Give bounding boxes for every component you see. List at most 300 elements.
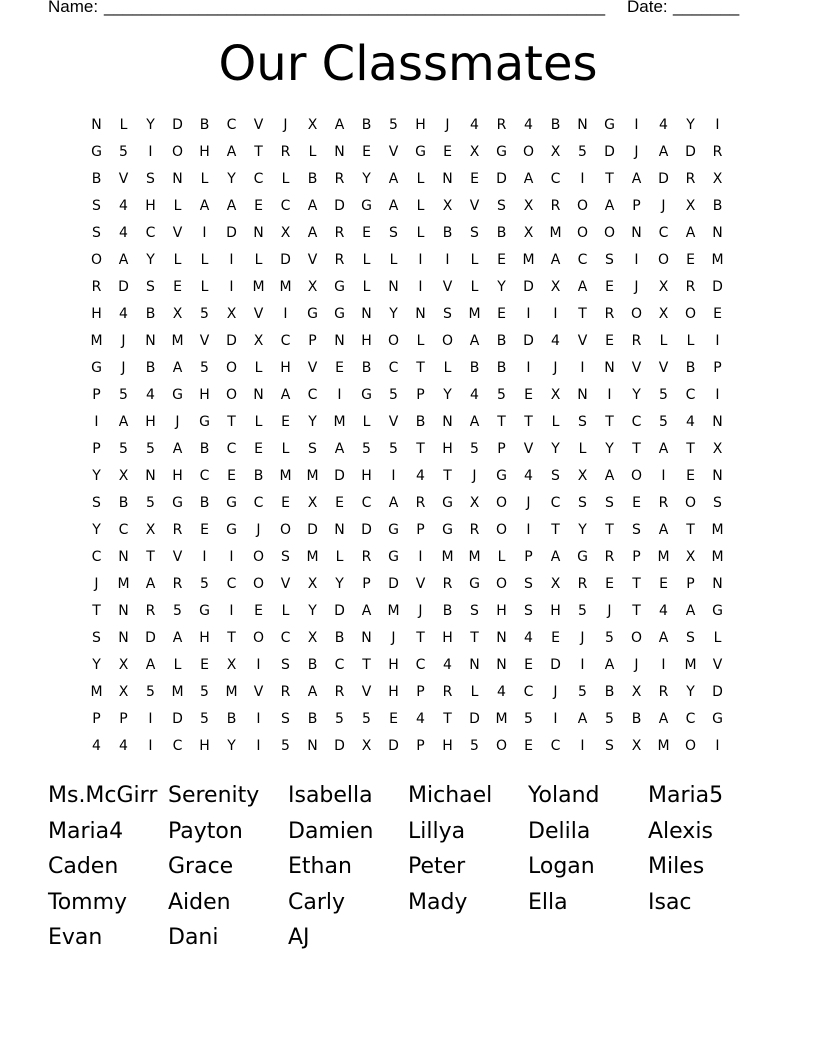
grid-letter: T (416, 441, 425, 457)
grid-letter: G (91, 144, 102, 160)
grid-letter: E (254, 441, 263, 457)
grid-letter: B (604, 684, 615, 700)
grid-letter: 4 (497, 684, 506, 700)
grid-letter: 5 (146, 495, 155, 511)
grid-letter: D (361, 522, 372, 538)
grid-letter: D (172, 117, 183, 133)
grid-letter: E (686, 468, 695, 484)
grid-letter: X (685, 198, 696, 214)
grid-letter: L (362, 252, 371, 268)
grid-letter: C (550, 171, 561, 187)
grid-letter: L (254, 252, 263, 268)
grid-letter: I (580, 657, 585, 673)
grid-letter: I (256, 657, 261, 673)
grid-letter: M (549, 225, 562, 241)
grid-letter: V (172, 549, 183, 565)
grid-letter: G (226, 522, 237, 538)
grid-letter: R (712, 144, 723, 160)
grid-letter: 4 (524, 117, 533, 133)
grid-letter: I (229, 252, 234, 268)
grid-letter: L (362, 414, 371, 430)
grid-letter: M (711, 252, 724, 268)
grid-letter: E (524, 387, 533, 403)
grid-letter: A (658, 711, 669, 727)
grid-letter: 5 (200, 306, 209, 322)
grid-letter: D (334, 198, 345, 214)
grid-letter: V (415, 576, 426, 592)
word-list-item: Grace (168, 854, 234, 880)
grid-row (83, 247, 733, 274)
grid-row (83, 409, 733, 436)
grid-letter: 5 (146, 684, 155, 700)
grid-letter: E (470, 171, 479, 187)
word-list-item: Michael (408, 783, 493, 808)
grid-letter: N (334, 333, 345, 349)
grid-letter: D (280, 252, 291, 268)
grid-letter: E (524, 657, 533, 673)
word-list-item: Payton (168, 818, 243, 844)
grid-letter: 4 (470, 387, 479, 403)
grid-letter: T (686, 441, 695, 457)
grid-letter: H (280, 360, 291, 376)
grid-letter: C (631, 414, 642, 430)
grid-letter: T (605, 522, 614, 538)
grid-letter: O (657, 252, 670, 268)
grid-letter: E (200, 657, 209, 673)
grid-letter: C (577, 252, 588, 268)
grid-letter: S (713, 495, 722, 511)
grid-letter: A (226, 144, 237, 160)
grid-letter: C (685, 387, 696, 403)
grid-letter: R (604, 549, 615, 565)
grid-letter: 4 (92, 738, 101, 754)
grid-letter: T (632, 603, 641, 619)
grid-letter: M (684, 657, 697, 673)
grid-letter: E (200, 522, 209, 538)
grid-letter: X (145, 522, 156, 538)
grid-letter: V (388, 414, 399, 430)
word-list-item: Ethan (288, 854, 352, 880)
grid-letter: T (632, 441, 641, 457)
grid-letter: G (199, 414, 210, 430)
grid-letter: J (661, 198, 666, 214)
grid-letter: S (92, 495, 101, 511)
grid-letter: O (576, 198, 589, 214)
grid-letter: 5 (362, 711, 371, 727)
grid-letter: R (334, 252, 345, 268)
grid-letter: P (416, 738, 425, 754)
grid-letter: O (90, 252, 103, 268)
grid-letter: G (307, 306, 318, 322)
grid-letter: 4 (119, 738, 128, 754)
grid-letter: Y (92, 657, 101, 673)
grid-letter: D (334, 738, 345, 754)
grid-letter: C (685, 711, 696, 727)
grid-letter: X (685, 549, 696, 565)
grid-letter: L (578, 441, 587, 457)
grid-letter: I (391, 468, 396, 484)
grid-letter: S (470, 603, 479, 619)
word-list-item: Evan (48, 925, 103, 951)
grid-letter: N (118, 603, 129, 619)
grid-letter: I (229, 603, 234, 619)
grid-letter: A (604, 468, 615, 484)
grid-letter: 5 (119, 441, 128, 457)
grid-letter: L (443, 360, 452, 376)
grid-letter: R (334, 171, 345, 187)
grid-letter: L (686, 333, 695, 349)
grid-row (83, 355, 733, 382)
grid-letter: D (307, 522, 318, 538)
grid-letter: S (605, 495, 614, 511)
grid-letter: O (603, 225, 616, 241)
grid-letter: N (361, 630, 372, 646)
grid-letter: X (523, 225, 534, 241)
grid-letter: N (415, 306, 426, 322)
word-list-item: Maria5 (648, 783, 724, 808)
grid-letter: L (416, 225, 425, 241)
grid-letter: C (118, 522, 129, 538)
grid-letter: 4 (416, 711, 425, 727)
grid-letter: J (175, 414, 180, 430)
grid-letter: 5 (389, 117, 398, 133)
grid-letter: G (361, 387, 372, 403)
grid-letter: C (280, 630, 291, 646)
grid-letter: X (577, 468, 588, 484)
grid-letter: A (307, 198, 318, 214)
grid-letter: O (441, 333, 454, 349)
grid-letter: O (225, 387, 238, 403)
grid-letter: 5 (146, 441, 155, 457)
grid-letter: T (92, 603, 101, 619)
grid-letter: X (523, 198, 534, 214)
grid-letter: E (497, 306, 506, 322)
grid-letter: X (118, 684, 129, 700)
grid-letter: I (229, 279, 234, 295)
grid-letter: Y (497, 279, 506, 295)
grid-letter: N (442, 171, 453, 187)
grid-letter: O (684, 306, 697, 322)
grid-letter: V (658, 360, 669, 376)
grid-letter: E (254, 198, 263, 214)
grid-letter: S (578, 495, 587, 511)
grid-letter: L (254, 414, 263, 430)
grid-letter: S (470, 225, 479, 241)
grid-letter: I (202, 225, 207, 241)
word-list-item: Serenity (168, 783, 260, 808)
word-list-item: Delila (528, 818, 591, 844)
grid-letter: I (526, 306, 531, 322)
grid-letter: N (334, 144, 345, 160)
word-list-item: Peter (408, 854, 466, 880)
grid-letter: E (362, 144, 371, 160)
grid-letter: 5 (578, 144, 587, 160)
grid-letter: X (226, 657, 237, 673)
grid-letter: 4 (551, 333, 560, 349)
grid-letter: P (92, 387, 101, 403)
grid-letter: C (91, 549, 102, 565)
grid-letter: P (92, 441, 101, 457)
grid-letter: E (659, 576, 668, 592)
grid-letter: N (712, 414, 723, 430)
grid-letter: R (145, 603, 156, 619)
grid-letter: 5 (605, 711, 614, 727)
word-list-item: Lillya (408, 818, 466, 844)
grid-letter: E (227, 468, 236, 484)
grid-letter: C (145, 225, 156, 241)
grid-letter: G (388, 549, 399, 565)
grid-row (83, 706, 733, 733)
grid-letter: C (523, 684, 534, 700)
grid-letter: C (280, 333, 291, 349)
grid-letter: C (361, 495, 372, 511)
grid-letter: M (387, 603, 400, 619)
grid-letter: E (497, 252, 506, 268)
grid-letter: M (306, 468, 319, 484)
grid-letter: X (307, 630, 318, 646)
grid-letter: J (607, 603, 612, 619)
grid-letter: R (334, 225, 345, 241)
grid-letter: C (307, 387, 318, 403)
grid-letter: S (605, 738, 614, 754)
grid-letter: N (118, 630, 129, 646)
grid-letter: T (524, 414, 533, 430)
grid-letter: G (172, 387, 183, 403)
grid-letter: V (253, 684, 264, 700)
grid-letter: C (388, 360, 399, 376)
grid-letter: N (91, 117, 102, 133)
grid-letter: L (335, 549, 344, 565)
grid-letter: H (199, 630, 210, 646)
grid-letter: M (279, 468, 292, 484)
grid-letter: A (685, 225, 696, 241)
grid-letter: M (333, 414, 346, 430)
grid-letter: P (416, 684, 425, 700)
grid-letter: 5 (119, 387, 128, 403)
grid-letter: G (199, 603, 210, 619)
grid-letter: I (553, 711, 558, 727)
grid-letter: P (416, 522, 425, 538)
grid-letter: P (92, 711, 101, 727)
grid-letter: B (226, 711, 237, 727)
grid-letter: 5 (200, 711, 209, 727)
grid-letter: H (388, 684, 399, 700)
grid-letter: O (252, 576, 265, 592)
grid-letter: D (712, 279, 723, 295)
grid-letter: L (254, 360, 263, 376)
grid-letter: M (657, 549, 670, 565)
grid-letter: G (496, 468, 507, 484)
grid-letter: X (631, 738, 642, 754)
grid-letter: O (576, 225, 589, 241)
grid-letter: A (577, 711, 588, 727)
grid-letter: S (497, 198, 506, 214)
grid-letter: R (658, 684, 669, 700)
word-list-item: Yoland (528, 783, 600, 808)
grid-letter: M (252, 279, 265, 295)
grid-letter: 5 (524, 711, 533, 727)
grid-letter: B (145, 360, 156, 376)
grid-letter: A (658, 630, 669, 646)
grid-letter: L (497, 549, 506, 565)
grid-letter: L (416, 171, 425, 187)
grid-letter: A (631, 171, 642, 187)
grid-letter: 5 (578, 684, 587, 700)
grid-row (83, 490, 733, 517)
grid-letter: I (580, 171, 585, 187)
grid-letter: D (523, 333, 534, 349)
grid-letter: I (148, 144, 153, 160)
grid-letter: C (280, 198, 291, 214)
grid-letter: N (496, 657, 507, 673)
grid-letter: B (550, 117, 561, 133)
grid-letter: X (442, 198, 453, 214)
name-label: Name: (48, 0, 99, 16)
grid-letter: O (522, 144, 535, 160)
grid-letter: L (173, 198, 182, 214)
grid-letter: H (91, 306, 102, 322)
grid-letter: L (362, 279, 371, 295)
grid-letter: N (469, 657, 480, 673)
grid-letter: X (550, 144, 561, 160)
word-list-item: Isac (648, 889, 692, 915)
grid-letter: Y (605, 441, 614, 457)
grid-letter: D (334, 603, 345, 619)
grid-letter: C (253, 495, 264, 511)
grid-letter: D (388, 576, 399, 592)
grid-row (83, 571, 733, 598)
word-list-item: Ella (528, 889, 568, 915)
grid-letter: B (442, 603, 453, 619)
grid-letter: E (335, 360, 344, 376)
grid-letter: E (605, 576, 614, 592)
grid-letter: H (496, 603, 507, 619)
grid-letter: V (631, 360, 642, 376)
grid-letter: N (172, 171, 183, 187)
grid-letter: H (550, 603, 561, 619)
grid-letter: 5 (470, 441, 479, 457)
grid-letter: L (281, 441, 290, 457)
grid-letter: D (496, 171, 507, 187)
grid-row (83, 652, 733, 679)
grid-letter: S (632, 522, 641, 538)
grid-letter: G (442, 495, 453, 511)
grid-letter: I (715, 738, 720, 754)
grid-letter: G (334, 306, 345, 322)
grid-letter: E (632, 495, 641, 511)
grid-letter: B (334, 630, 345, 646)
grid-letter: R (604, 306, 615, 322)
grid-letter: C (199, 468, 210, 484)
grid-letter: L (119, 117, 128, 133)
grid-letter: V (523, 441, 534, 457)
grid-letter: 4 (524, 630, 533, 646)
grid-letter: Y (578, 522, 587, 538)
grid-letter: E (389, 711, 398, 727)
grid-letter: 5 (200, 576, 209, 592)
grid-letter: H (199, 738, 210, 754)
grid-letter: X (550, 387, 561, 403)
grid-letter: B (199, 495, 210, 511)
grid-letter: S (524, 576, 533, 592)
grid-letter: S (92, 630, 101, 646)
grid-letter: B (496, 333, 507, 349)
grid-letter: 5 (281, 738, 290, 754)
grid-letter: O (630, 468, 643, 484)
grid-letter: V (361, 684, 372, 700)
grid-letter: O (684, 738, 697, 754)
grid-letter: Y (227, 738, 236, 754)
grid-letter: O (171, 144, 184, 160)
grid-letter: V (253, 117, 264, 133)
grid-letter: M (468, 306, 481, 322)
grid-letter: J (121, 333, 126, 349)
grid-letter: R (442, 684, 453, 700)
grid-letter: X (226, 306, 237, 322)
grid-letter: V (280, 576, 291, 592)
grid-letter: X (712, 171, 723, 187)
grid-letter: V (712, 657, 723, 673)
grid-letter: O (279, 522, 292, 538)
grid-letter: V (118, 171, 129, 187)
word-list-item: Mady (408, 889, 468, 915)
grid-letter: V (388, 144, 399, 160)
grid-row (83, 625, 733, 652)
grid-letter: P (686, 576, 695, 592)
grid-letter: A (280, 387, 291, 403)
grid-letter: L (470, 684, 479, 700)
grid-letter: S (146, 171, 155, 187)
grid-letter: D (145, 630, 156, 646)
grid-letter: C (550, 495, 561, 511)
grid-letter: I (229, 549, 234, 565)
grid-letter: I (607, 387, 612, 403)
grid-letter: T (578, 306, 587, 322)
grid-letter: G (334, 279, 345, 295)
grid-letter: 4 (416, 468, 425, 484)
grid-letter: 5 (335, 711, 344, 727)
grid-letter: T (497, 414, 506, 430)
grid-letter: S (605, 252, 614, 268)
grid-letter: D (334, 468, 345, 484)
grid-letter: N (145, 468, 156, 484)
grid-letter: M (90, 684, 103, 700)
grid-letter: N (712, 225, 723, 241)
grid-letter: X (469, 144, 480, 160)
grid-letter: P (362, 576, 371, 592)
grid-letter: Y (146, 117, 155, 133)
grid-letter: G (712, 711, 723, 727)
grid-letter: A (388, 171, 399, 187)
grid-row (83, 328, 733, 355)
grid-letter: A (307, 684, 318, 700)
grid-letter: B (199, 117, 210, 133)
grid-letter: J (634, 657, 639, 673)
grid-letter: T (443, 468, 452, 484)
grid-letter: D (604, 144, 615, 160)
grid-letter: L (389, 252, 398, 268)
grid-letter: T (227, 414, 236, 430)
grid-letter: G (361, 198, 372, 214)
grid-letter: I (634, 252, 639, 268)
grid-letter: P (308, 333, 317, 349)
grid-letter: O (630, 306, 643, 322)
word-list-item: Isabella (288, 783, 373, 808)
grid-letter: R (469, 522, 480, 538)
grid-letter: E (524, 738, 533, 754)
grid-letter: N (253, 225, 264, 241)
grid-letter: D (388, 738, 399, 754)
